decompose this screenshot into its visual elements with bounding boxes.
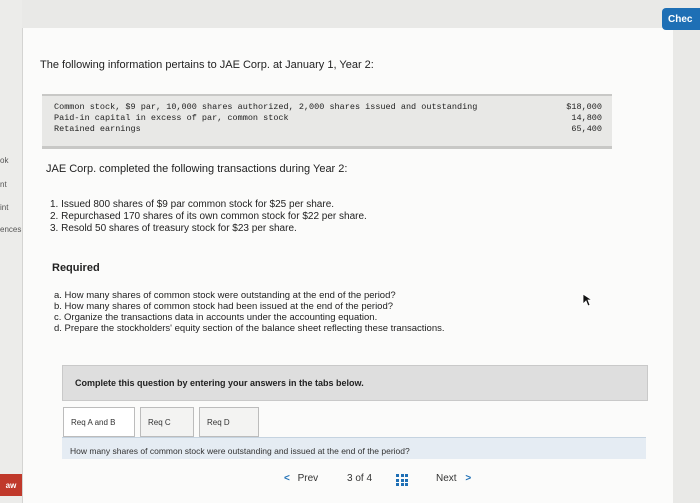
tab-req-a-b[interactable]: Req A and B xyxy=(63,407,135,437)
balance-label: Paid-in capital in excess of par, common stock xyxy=(54,113,289,123)
next-button[interactable] xyxy=(436,473,471,484)
required-list xyxy=(54,290,445,334)
prev-label: Prev xyxy=(297,473,319,484)
balance-label: Common stock, $9 par, 10,000 shares authorized, 2,000 shares issued and outstanding xyxy=(54,102,478,112)
sidebar-item-2[interactable]: nt xyxy=(0,180,7,189)
balance-row xyxy=(54,113,602,123)
list-item: 2. Repurchased 170 shares of its own common stock for $22 per share. xyxy=(50,211,367,222)
grid-icon[interactable] xyxy=(396,474,408,486)
balance-value: 14,800 xyxy=(571,113,602,123)
list-item: 1. Issued 800 shares of $9 par common stock for $25 per share. xyxy=(50,199,335,210)
list-item: a. How many shares of common stock were outstanding at the end of the period? xyxy=(54,290,396,301)
prev-button[interactable] xyxy=(284,473,318,484)
next-label: Next xyxy=(436,473,457,484)
balance-value: $18,000 xyxy=(566,102,602,112)
instruction-box: Complete this question by entering your answers in the tabs below. xyxy=(62,365,648,401)
list-item: d. Prepare the stockholders' equity section of the balance sheet reflecting these transactions. xyxy=(54,323,445,334)
balance-row xyxy=(54,102,602,112)
mouse-cursor-icon xyxy=(582,293,592,307)
chevron-right-icon: > xyxy=(465,473,472,484)
sidebar-item-1[interactable]: ok xyxy=(0,156,9,165)
balance-row xyxy=(54,124,602,134)
transactions-intro: JAE Corp. completed the following transactions during Year 2: xyxy=(46,163,348,175)
question-prompt: How many shares of common stock were outstanding and issued at the end of the period? xyxy=(62,437,646,459)
required-title: Required xyxy=(52,262,100,274)
list-item: c. Organize the transactions data in accounts under the accounting equation. xyxy=(54,312,378,323)
balance-table xyxy=(42,94,612,149)
sidebar xyxy=(0,0,22,503)
transactions-list xyxy=(50,199,367,235)
list-item: 3. Resold 50 shares of treasury stock for $23 per share. xyxy=(50,223,297,234)
sidebar-badge[interactable]: aw xyxy=(0,474,22,496)
tab-req-c[interactable]: Req C xyxy=(140,407,194,437)
balance-label: Retained earnings xyxy=(54,124,141,134)
page-indicator: 3 of 4 xyxy=(347,473,373,484)
balance-value: 65,400 xyxy=(571,124,602,134)
list-item: b. How many shares of common stock had been issued at the end of the period? xyxy=(54,301,394,312)
sidebar-item-3[interactable]: int xyxy=(0,203,9,212)
intro-text: The following information pertains to JAE Corp. at January 1, Year 2: xyxy=(40,59,374,71)
chevron-left-icon: < xyxy=(284,473,290,484)
sidebar-item-4[interactable]: ences xyxy=(0,225,22,234)
check-button[interactable]: Chec xyxy=(662,8,700,30)
tab-req-d[interactable]: Req D xyxy=(199,407,259,437)
